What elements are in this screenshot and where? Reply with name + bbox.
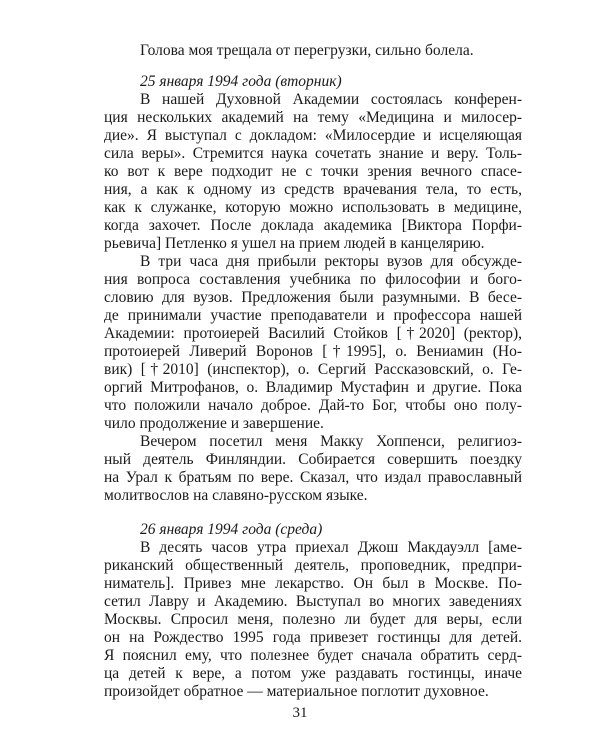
text-line: ца детей к вере, а потом уже раздавать гостинцы, иначе: [104, 665, 522, 682]
page-number: 31: [292, 705, 308, 721]
text-line: ко вот к вере подходит не с точки зрения вечного спасе-: [104, 163, 522, 180]
text-line: дие». Я выступал с докладом: «Милосердие и исцеляющая: [104, 127, 522, 144]
diary-entry: [104, 42, 522, 60]
text-line: вик) [†2010] (инспектор), о. Сергий Рассказовский, о. Ге-: [104, 361, 522, 378]
text-line: ния вопроса составления учебника по философии и бого-: [104, 271, 522, 288]
text-line: риканский общественный деятель, проповедник, предпри-: [104, 557, 522, 574]
paragraph: [104, 539, 522, 701]
text-line: он на Рождество 1995 года привезет гостинцы для детей.: [104, 629, 522, 646]
text-line: Академии: протоиерей Василий Стойков [†2020] (ректор),: [104, 325, 522, 342]
text-line: протоиерей Ливерий Воронов [†1995], о. Вениамин (Но-: [104, 343, 522, 360]
text-line: молитвослов на славяно-русском языке.: [104, 487, 368, 504]
text-line: Вечером посетил меня Макку Хоппенси, религиоз-: [140, 433, 522, 450]
text-line: на Урал к братьям по вере. Сказал, что издал православный: [104, 469, 522, 486]
text-line: словию для вузов. Предложения были разумными. В бесе-: [104, 289, 522, 306]
diary-entry: [104, 73, 522, 505]
text-line: сила веры». Стремится наука сочетать знание и веру. Толь-: [104, 145, 522, 162]
text-line: когда захочет. После доклада академика [Виктора Порфи-: [104, 217, 522, 234]
page-body: [104, 42, 522, 701]
text-line: чило продолжение и завершение.: [104, 415, 324, 432]
text-line: сетил Лавру и Академию. Выступал во многих заведениях: [104, 593, 522, 610]
paragraph: [104, 42, 522, 60]
text-line: де принимали участие преподаватели и профессора нашей: [104, 307, 522, 324]
paragraph: [104, 91, 522, 253]
text-line: произойдет обратное — материальное поглотит духовное.: [104, 683, 489, 700]
text-line: Москвы. Спросил меня, полезно ли будет для веры, если: [104, 611, 522, 628]
diary-entry: [104, 521, 522, 701]
text-line: ниматель]. Привез мне лекарство. Он был в Москве. По-: [104, 575, 522, 592]
text-line: В три часа дня прибыли ректоры вузов для обсужде-: [140, 253, 522, 270]
entry-date-heading: 26 января 1994 года (среда): [140, 521, 323, 538]
text-line: ция нескольких академий на тему «Медицина и милосер-: [104, 109, 522, 126]
paragraph: [104, 253, 522, 433]
text-line: рьевича] Петленко я ушел на прием людей в канцелярию.: [104, 235, 485, 252]
text-line: Я пояснил ему, что полезнее будет сначала обратить серд-: [104, 647, 522, 664]
text-line: ный деятель Финляндии. Собирается совершить поездку: [104, 451, 522, 468]
text-line: Голова моя трещала от перегрузки, сильно болела.: [140, 42, 474, 59]
text-line: ния, а как к одному из средств врачевания тела, то есть,: [104, 181, 522, 198]
text-line: оргий Митрофанов, о. Владимир Мустафин и другие. Пока: [104, 379, 522, 396]
text-line: В нашей Духовной Академии состоялась конферен-: [140, 91, 522, 108]
entry-date-heading: 25 января 1994 года (вторник): [140, 73, 342, 90]
text-line: В десять часов утра приехал Джош Макдауэлл [аме-: [140, 539, 522, 556]
paragraph: [104, 433, 522, 505]
text-line: как к служанке, которую можно использовать в медицине,: [104, 199, 522, 216]
text-line: что положили начало доброе. Дай-то Бог, чтобы оно полу-: [104, 397, 522, 414]
